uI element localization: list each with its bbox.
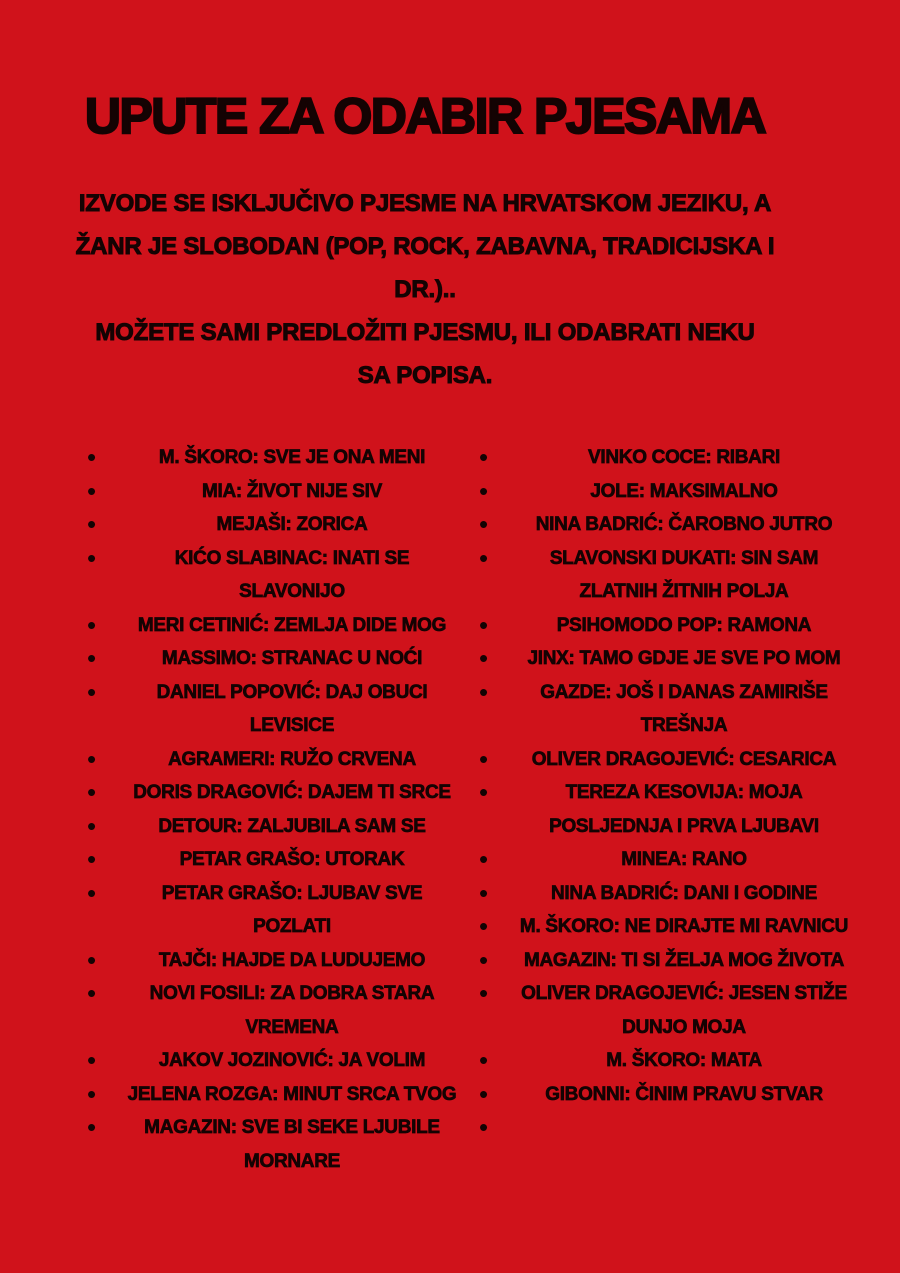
- song-entry: [513, 843, 855, 877]
- song-entry-line: NINA BADRIĆ: ČAROBNO JUTRO: [535, 514, 833, 535]
- song-entry-line: PSIHOMODO POP: RAMONA: [556, 614, 812, 636]
- page-title: UPUTE ZA ODABIR PJESAMA: [84, 88, 766, 144]
- bullet-icon: •: [479, 877, 489, 908]
- song-entry: [513, 542, 855, 609]
- list-item: [85, 1078, 463, 1112]
- song-entry-line: GAZDE: JOŠ I DANAS ZAMIRIŠE: [540, 681, 828, 703]
- song-entry-line: TAJČI: HAJDE DA LUDUJEMO: [158, 949, 426, 971]
- song-entry: [513, 475, 855, 509]
- list-item: [85, 977, 463, 1044]
- song-entry-line: TEREZA KESOVIJA: MOJA: [565, 782, 803, 803]
- bullet-icon: •: [479, 777, 489, 807]
- list-item: [477, 910, 855, 944]
- list-item: [477, 977, 855, 1044]
- list-item: [85, 1111, 463, 1178]
- bullet-icon: •: [87, 1112, 97, 1142]
- song-entry-line: NOVI FOSILI: ZA DOBRA STARA: [149, 983, 435, 1004]
- song-entry-line: JAKOV JOZINOVIĆ: JA VOLIM: [158, 1050, 426, 1071]
- song-entry-line: AGRAMERI: RUŽO CRVENA: [168, 748, 416, 770]
- song-entry: [121, 1078, 463, 1112]
- intro-line: MOŽETE SAMI PREDLOŽITI PJESMU, ILI ODABRATI NEKU: [95, 319, 755, 346]
- song-entry-line: MINEA: RANO: [621, 849, 747, 870]
- song-entry: [121, 642, 463, 676]
- song-entry-line: PETAR GRAŠO: LJUBAV SVE: [161, 882, 423, 904]
- song-entry: [121, 810, 463, 844]
- song-entry-line: MEJAŠI: ZORICA: [216, 514, 368, 535]
- song-entry: [121, 877, 463, 944]
- song-entry: [121, 776, 463, 810]
- song-entry-line: ZLATNIH ŽITNIH POLJA: [579, 581, 789, 602]
- bullet-icon: •: [479, 1045, 489, 1075]
- song-entry-line: JELENA ROZGA: MINUT SRCA TVOG: [127, 1083, 457, 1105]
- song-entry: [121, 743, 463, 777]
- list-item: [85, 441, 463, 475]
- song-list: [85, 441, 855, 1178]
- song-entry: [513, 609, 855, 643]
- bullet-icon: •: [87, 1045, 97, 1075]
- song-entry: [513, 676, 855, 743]
- list-item: [85, 542, 463, 609]
- intro-paragraph: [40, 182, 810, 397]
- list-item: [477, 508, 855, 542]
- song-entry-line: MAGAZIN: TI SI ŽELJA MOG ŽIVOTA: [523, 949, 845, 971]
- song-entry-line: MIA: ŽIVOT NIJE SIV: [201, 480, 383, 502]
- list-item: [477, 609, 855, 643]
- song-entry: [121, 676, 463, 743]
- bullet-icon: •: [479, 442, 489, 472]
- list-item: [85, 810, 463, 844]
- song-entry: [121, 508, 463, 542]
- song-entry-line: VINKO COCE: RIBARI: [588, 447, 780, 468]
- song-entry: [513, 642, 855, 676]
- list-item: [85, 609, 463, 643]
- song-entry: [513, 441, 855, 475]
- bullet-icon: •: [87, 609, 97, 640]
- list-item: [477, 1044, 855, 1078]
- intro-line: IZVODE SE ISKLJUČIVO PJESME NA HRVATSKOM JEZIKU, A: [78, 190, 772, 217]
- list-item: [477, 642, 855, 676]
- song-entry-line: M. ŠKORO: MATA: [606, 1050, 762, 1071]
- song-entry-line: [513, 1111, 855, 1145]
- bullet-icon: •: [479, 609, 489, 640]
- list-item: [85, 475, 463, 509]
- list-item: [85, 1044, 463, 1078]
- song-entry: [121, 944, 463, 978]
- song-entry-line: M. ŠKORO: SVE JE ONA MENI: [158, 447, 426, 468]
- bullet-icon: •: [479, 643, 489, 673]
- bullet-icon: •: [479, 1112, 489, 1142]
- song-entry-line: PETAR GRAŠO: UTORAK: [179, 849, 405, 870]
- song-entry: [513, 743, 855, 777]
- song-column-right: [477, 441, 855, 1178]
- list-item: [477, 843, 855, 877]
- song-entry-line: POZLATI: [253, 916, 331, 937]
- song-entry-line: JOLE: MAKSIMALNO: [590, 480, 778, 502]
- bullet-icon: •: [87, 877, 97, 908]
- song-entry: [121, 609, 463, 643]
- song-entry-line: OLIVER DRAGOJEVIĆ: JESEN STIŽE: [521, 983, 847, 1004]
- song-entry-line: MAGAZIN: SVE BI SEKE LJUBILE: [144, 1117, 440, 1138]
- bullet-icon: •: [87, 1078, 97, 1109]
- song-entry: [121, 843, 463, 877]
- song-entry: [513, 508, 855, 542]
- intro-line: ŽANR JE SLOBODAN (POP, ROCK, ZABAVNA, TRADICIJSKA I: [75, 233, 775, 260]
- bullet-icon: •: [87, 978, 97, 1008]
- list-item: [85, 944, 463, 978]
- song-entry-line: DORIS DRAGOVIĆ: DAJEM TI SRCE: [133, 782, 451, 803]
- song-entry-line: TREŠNJA: [640, 715, 728, 736]
- song-entry-line: MERI CETINIĆ: ZEMLJA DIDE MOG: [137, 614, 447, 636]
- song-entry: [513, 776, 855, 843]
- song-entry-line: JINX: TAMO GDJE JE SVE PO MOM: [527, 648, 841, 669]
- song-entry: [513, 910, 855, 944]
- list-item: [477, 877, 855, 911]
- bullet-icon: •: [87, 743, 97, 774]
- song-column-left: [85, 441, 463, 1178]
- song-entry-line: POSLJEDNJA I PRVA LJUBAVI: [549, 815, 819, 837]
- list-item: [477, 441, 855, 475]
- list-item: [85, 843, 463, 877]
- song-entry-line: LEVISICE: [249, 715, 335, 736]
- song-entry: [121, 441, 463, 475]
- bullet-icon: •: [87, 509, 97, 539]
- bullet-icon: •: [87, 810, 97, 841]
- song-entry: [121, 542, 463, 609]
- bullet-icon: •: [87, 676, 97, 707]
- song-entry-line: M. ŠKORO: NE DIRAJTE MI RAVNICU: [519, 916, 849, 937]
- song-entry-line: OLIVER DRAGOJEVIĆ: CESARICA: [531, 748, 837, 770]
- song-entry: [513, 977, 855, 1044]
- bullet-icon: •: [479, 1078, 489, 1109]
- list-item: [85, 508, 463, 542]
- song-entry-line: DANIEL POPOVIĆ: DAJ OBUCI: [156, 681, 428, 703]
- song-entry: [513, 1078, 855, 1112]
- bullet-icon: •: [87, 475, 97, 506]
- song-entry-line: SLAVONIJO: [239, 581, 345, 602]
- list-item: [477, 542, 855, 609]
- song-entry-line: VREMENA: [245, 1016, 339, 1038]
- song-entry-line: MASSIMO: STRANAC U NOĆI: [161, 648, 423, 669]
- song-entry-line: MORNARE: [243, 1150, 341, 1172]
- bullet-icon: •: [87, 643, 97, 673]
- song-entry: [513, 1044, 855, 1078]
- list-item: [477, 776, 855, 843]
- list-item: [477, 743, 855, 777]
- list-item: [85, 776, 463, 810]
- song-entry: [121, 475, 463, 509]
- song-entry-line: NINA BADRIĆ: DANI I GODINE: [551, 882, 817, 904]
- song-entry-line: DETOUR: ZALJUBILA SAM SE: [158, 815, 426, 837]
- list-item: [477, 944, 855, 978]
- song-entry: [121, 1044, 463, 1078]
- bullet-icon: •: [87, 944, 97, 975]
- song-entry-line: KIĆO SLABINAC: INATI SE: [174, 547, 410, 569]
- bullet-icon: •: [87, 542, 97, 573]
- list-item: [477, 475, 855, 509]
- song-entry: [121, 1111, 463, 1178]
- bullet-icon: •: [87, 844, 97, 874]
- bullet-icon: •: [87, 777, 97, 807]
- song-entry-line: GIBONNI: ČINIM PRAVU STVAR: [545, 1083, 823, 1105]
- bullet-icon: •: [479, 978, 489, 1008]
- list-item: [85, 743, 463, 777]
- bullet-icon: •: [479, 542, 489, 573]
- list-item: [85, 642, 463, 676]
- list-item: [477, 676, 855, 743]
- list-item: [477, 1078, 855, 1112]
- bullet-icon: •: [479, 676, 489, 707]
- bullet-icon: •: [479, 475, 489, 506]
- bullet-icon: •: [479, 844, 489, 874]
- bullet-icon: •: [479, 509, 489, 539]
- bullet-icon: •: [479, 911, 489, 941]
- bullet-icon: •: [479, 944, 489, 975]
- intro-line: SA POPISA.: [357, 362, 493, 389]
- song-entry: [121, 977, 463, 1044]
- bullet-icon: •: [87, 442, 97, 472]
- list-item: [85, 676, 463, 743]
- song-entry-line: SLAVONSKI DUKATI: SIN SAM: [549, 547, 819, 569]
- header-block: [40, 88, 810, 397]
- song-entry: [513, 1111, 855, 1145]
- intro-line: DR.)..: [394, 276, 456, 303]
- song-entry: [513, 877, 855, 911]
- bullet-icon: •: [479, 743, 489, 774]
- list-item: [85, 877, 463, 944]
- list-item: [477, 1111, 855, 1145]
- song-entry: [513, 944, 855, 978]
- song-entry-line: DUNJO MOJA: [622, 1016, 746, 1038]
